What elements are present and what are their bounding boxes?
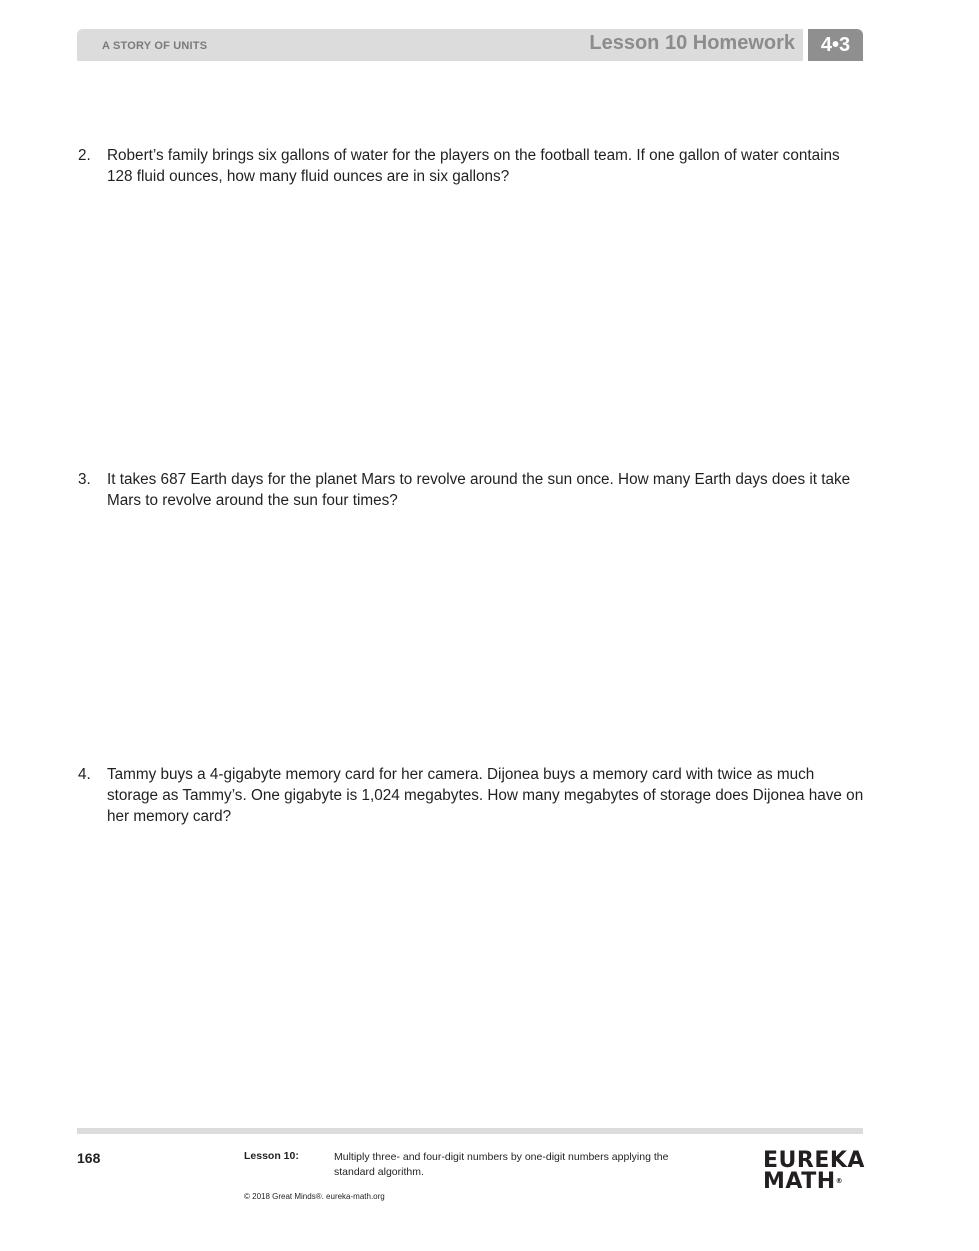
problem-text: Robert’s family brings six gallons of water for the players on the football team. If one gallon of water contains 128 fluid ounces, how many fluid ounces are in six gallons? [107, 147, 840, 185]
footer-copyright: © 2018 Great Minds®. eureka-math.org [244, 1192, 385, 1201]
problem-number: 4. [78, 766, 91, 783]
series-title: A STORY OF UNITS [102, 40, 208, 52]
footer-divider [77, 1128, 863, 1134]
problem-2 [78, 145, 868, 187]
page-number: 168 [77, 1150, 101, 1166]
problem-3 [78, 469, 868, 511]
lesson-title: Lesson 10 Homework [589, 32, 795, 54]
footer-lesson-description: Multiply three- and four-digit numbers by one-digit numbers applying the standard algorithm. [334, 1151, 669, 1178]
logo-line-2: MATH [763, 1169, 836, 1194]
problem-text: It takes 687 Earth days for the planet Mars to revolve around the sun once. How many Earth days does it take Mars to revolve around the sun four times? [107, 471, 851, 509]
registered-mark: ® [835, 1177, 843, 1185]
footer-lesson-label: Lesson 10: [244, 1150, 299, 1162]
problem-number: 2. [78, 147, 91, 164]
problem-number: 3. [78, 471, 91, 488]
eureka-math-logo [763, 1150, 863, 1192]
logo-line-1: EUREKA [763, 1148, 865, 1173]
problem-text: Tammy buys a 4-gigabyte memory card for her camera. Dijonea buys a memory card with twice as much storage as Tammy’s. One gigabyte is 1,024 megabytes. How many megabytes of storage does Dijonea have on her memory card? [107, 766, 864, 825]
grade-module-badge: 4•3 [808, 29, 863, 61]
problem-4 [78, 764, 868, 827]
